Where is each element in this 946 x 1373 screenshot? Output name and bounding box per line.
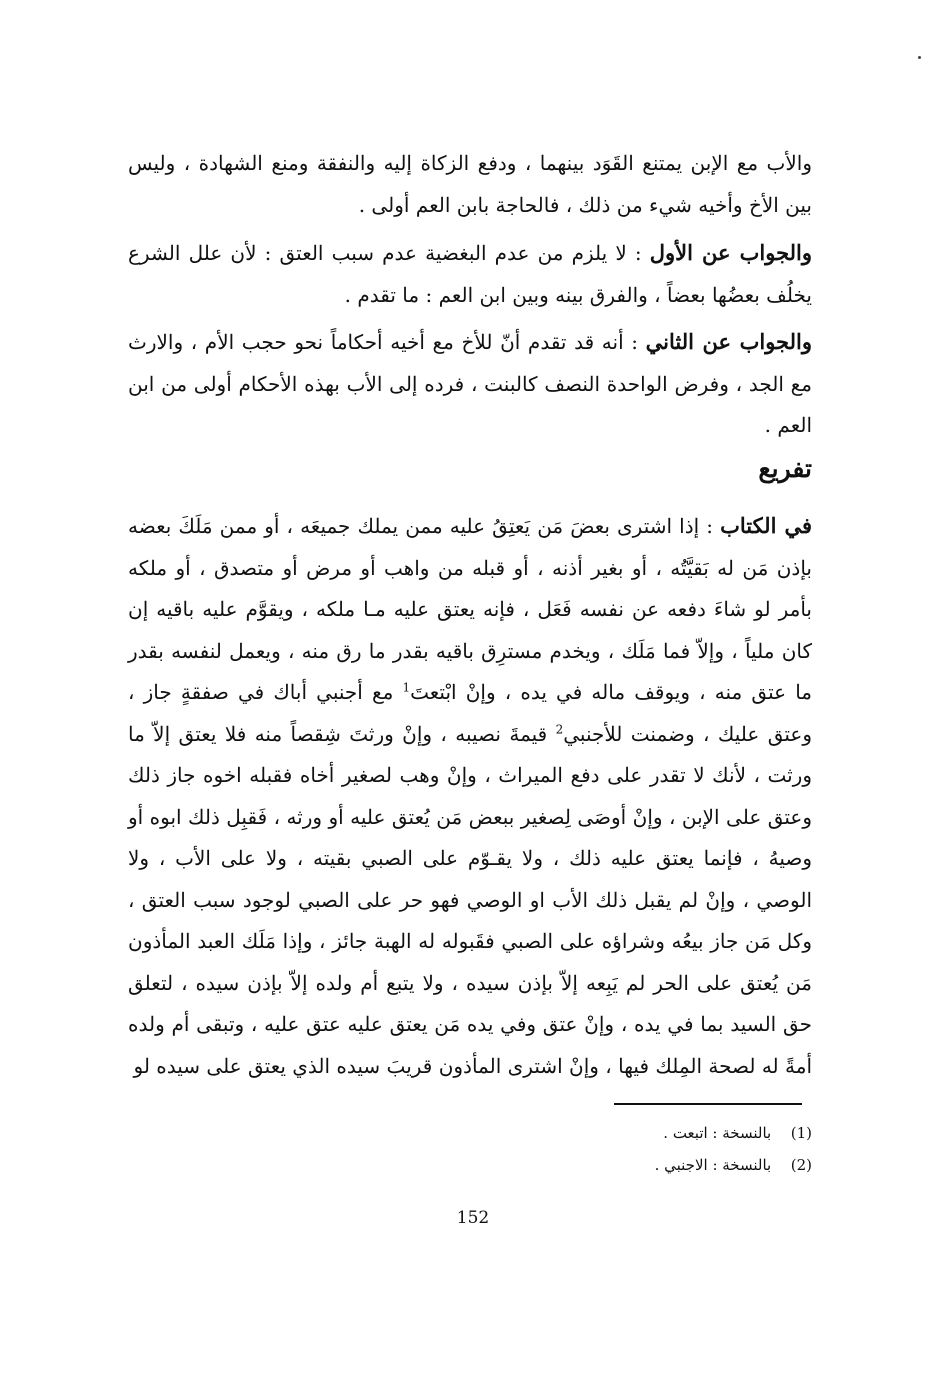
- answer-first-line-2: الشرع يخلُف بعضُها بعضاً ، والفرق بينه وبين ابن العم : ما تقدم .: [128, 241, 812, 307]
- answer-first-line-1: : لا يلزم من عدم البغضية عدم سبب العتق : لأن علل: [188, 241, 650, 265]
- answer-first-lead: والجواب عن الأول: [649, 240, 813, 265]
- answer-second-text: [128, 321, 812, 447]
- answer-second-line-2: الأم ، والارث مع الجد ، وفرض الواحدة النصف كالبنت ، فرده إلى الأب بهذه: [128, 330, 812, 396]
- main-line-14: أمةً له لصحة المِلك فيها ، وإنْ اشترى المأذون قريبَ سيده الذي يعتق على سيده لو: [133, 1053, 812, 1078]
- intro-line-2: وليس بين الأخ وأخيه شيء من ذلك ، فالحاجة بابن العم أولى .: [128, 151, 812, 217]
- intro-text: [128, 143, 812, 226]
- footnote-ref-1[interactable]: 1: [402, 680, 411, 695]
- main-line-8: وعتق على الإبن ، وإنْ أوصَى لِصغير ببعض مَن يُعتق عليه أو ورثه ، فَقبِل ذلك ابوه أو: [128, 804, 812, 829]
- section-heading: تفريع: [758, 454, 812, 483]
- main-line-7: ورثت ، لأنك لا تقدر على دفع الميراث ، وإنْ وهب لصغير أخاه فقبله اخوه جاز ذلك: [128, 763, 812, 787]
- main-line-13: حق السيد بما في يده ، وإنْ عتق وفي يده مَن يعتق عليه عتق عليه ، وتبقى أم ولده: [128, 1012, 812, 1036]
- intro-paragraph: [128, 143, 812, 226]
- footnote-1-text: بالنسخة : اتبعت .: [663, 1124, 772, 1142]
- footnote-2-text: بالنسخة : الاجنبي .: [654, 1156, 772, 1174]
- main-line-5b: مع أجنبي أباك في صفقةٍ جاز ، وعتق: [128, 680, 813, 746]
- footnote-2-number: (2): [790, 1156, 812, 1174]
- footnote-1: [655, 1117, 812, 1149]
- main-line-2: بعضه بإذن مَن له بَقيَّتُه ، أو بغير أذنه ، أو قبله من واهب أو مرض أو متصدق ، أو ملكه: [128, 514, 812, 580]
- main-line-1: : إذا اشترى بعضَ مَن يَعتِقُ عليه ممن يملك جميعَه ، أو ممن مَلَكَ: [178, 514, 721, 538]
- main-line-12: مَن يُعتق على الحر لم يَبِعه إلاّ بإذن سيده ، ولا يتبع أم ولده إلاّ بإذن سيده ، لتعلق: [128, 970, 812, 995]
- main-line-10: الوصي ، وإنْ لم يقبل ذلك الأب او الوصي فهو حر على الصبي لوجود سبب العتق ،: [128, 887, 812, 912]
- main-text: [128, 505, 812, 1087]
- scan-speck: [918, 56, 921, 59]
- main-line-3: بأمر لو شاءَ دفعه عن نفسه فَعَل ، فإنه يعتق عليه مـا ملكه ، ويقوَّم عليه باقيه إن كان: [128, 597, 812, 663]
- footnotes: [655, 1117, 812, 1181]
- answer-second-line-3: الأحكام أولى من ابن العم .: [128, 371, 812, 437]
- answer-second-paragraph: [128, 321, 812, 447]
- page-number: 152: [456, 1208, 490, 1228]
- main-line-6b: قيمةَ نصيبه ، وإنْ ورثتَ شِقصاً منه فلا يعتق إلاّ ما: [128, 721, 556, 746]
- intro-line-1: والأب مع الإبن يمتنع القَوَد بينهما ، ودفع الزكاة إليه والنفقة ومنع الشهادة ،: [183, 151, 813, 175]
- main-line-9: وصيهُ ، فإنما يعتق عليه ذلك ، ولا يقـوّم على الصبي بقيته ، ولا على الأب ، ولا: [128, 846, 812, 870]
- main-line-6a: عليك ، وضمنت للأجنبي: [563, 721, 760, 746]
- answer-second-line-1: : أنه قد تقدم أنّ للأخ مع أخيه أحكاماً نحو حجب: [241, 330, 646, 354]
- main-lead: في الكتاب: [720, 513, 812, 538]
- answer-first-text: [128, 232, 812, 316]
- main-line-11: وكل مَن جاز بيعُه وشراؤه على الصبي فقَبوله له الهبة جائز ، وإذا مَلَك العبد المأذون: [128, 929, 812, 953]
- main-paragraph: [128, 505, 812, 1087]
- answer-second-lead: والجواب عن الثاني: [645, 329, 812, 354]
- footnote-ref-2[interactable]: 2: [555, 721, 564, 736]
- footnote-divider: [614, 1103, 802, 1105]
- footnote-1-number: (1): [790, 1124, 812, 1142]
- footnote-2: [655, 1149, 812, 1181]
- main-line-4: ملياً ، وإلاّ فما مَلَك ، ويخدم مسترِق باقيه بقدر ما رق منه ، ويعمل لنفسه بقدر ما: [128, 638, 813, 704]
- main-line-5a: عتق منه ، ويوقف ماله في يده ، وإنْ ابْتعتَ: [410, 680, 787, 704]
- answer-first-paragraph: [128, 232, 812, 316]
